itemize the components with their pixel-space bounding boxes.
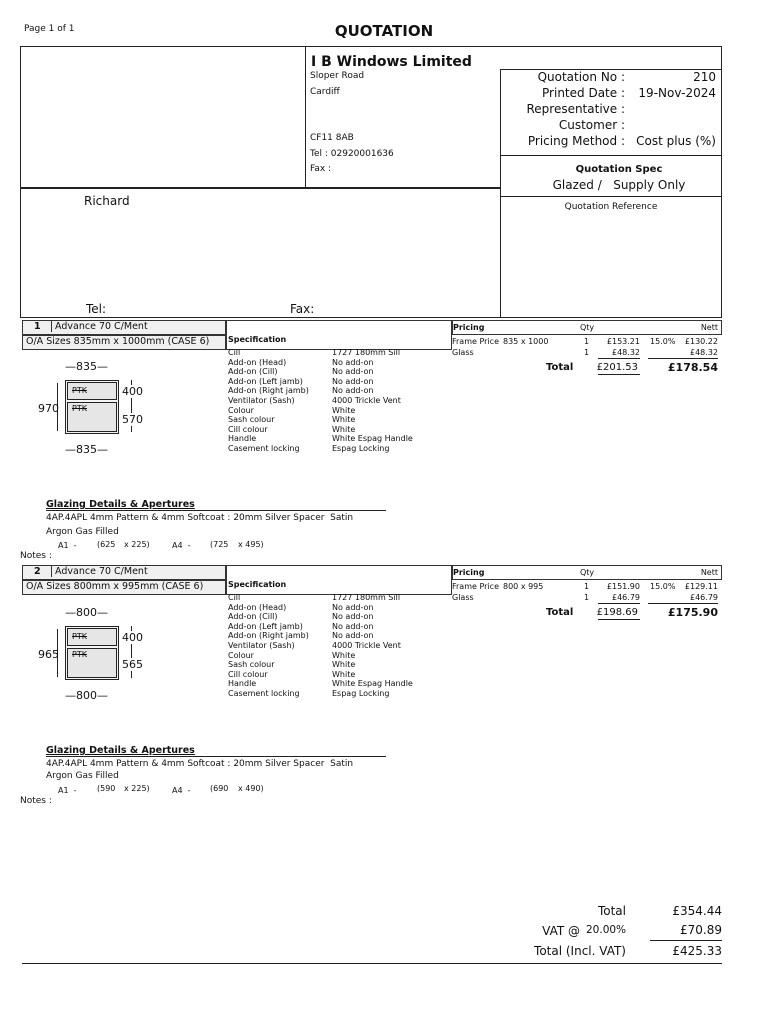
info-spec-rule [500,155,722,156]
spec-value: White Espag Handle [332,434,413,444]
spec-label: Add-on (Left jamb) [228,621,303,631]
nett-subtotal-rule [648,603,718,604]
price-subtotal-rule [598,603,640,604]
item-total-nett: £175.90 [667,606,718,619]
spec-label: Handle [228,679,257,689]
pricing-row-nett: £130.22 [684,337,718,346]
spec-header: Specification [228,335,287,344]
window-top-mark: PTK [72,632,87,641]
item-sizes: O/A Sizes 835mm x 1000mm (CASE 6) [22,335,226,350]
pricing-row-size: 800 x 995 [503,582,544,591]
qty-header: Qty [580,323,595,332]
spec-label: Add-on (Cill) [228,367,278,377]
spec-value: 1727 180mm Sill [332,593,401,602]
item-total-price: £198.69 [596,607,638,618]
item-total-price: £201.53 [596,362,638,373]
spec-value: 4000 Trickle Vent [332,640,401,650]
spec-value: White Espag Handle [332,679,413,689]
quote-info-labels [505,69,625,149]
nett-subtotal-rule [648,358,718,359]
spec-label: Sash colour [228,415,275,425]
spec-value: 1727 180mm Sill [332,348,401,357]
quotation-reference-label: Quotation Reference [564,202,658,212]
pricing-header: Pricing [453,323,485,332]
spec-value: No add-on [332,386,374,396]
price-total-rule [598,374,640,375]
page-title: QUOTATION [334,22,434,40]
pricing-row-size: 835 x 1000 [503,337,549,346]
spec-value: No add-on [332,612,374,622]
item-number: 1 [34,321,41,332]
info-divider [500,69,501,318]
drawing-lower-dimension: 570 [122,413,143,426]
spec-labels [228,593,338,699]
pricing-row-label: Frame Price [452,582,499,591]
quote-info-values [630,69,716,149]
item-product: Advance 70 C/Ment [51,566,148,577]
item-total-nett: £178.54 [667,361,718,374]
price-subtotal-rule [598,358,640,359]
total-label: Total [597,904,626,918]
pricing-row-pct: 15.0% [650,582,676,591]
spec-label: Ventilator (Sash) [228,395,295,405]
window-bottom-mark: PTK [72,650,87,659]
aperture-a1-height: x 225) [124,784,150,793]
customer-value [630,117,716,133]
window-bottom-mark: PTK [72,404,87,413]
quotation-spec-title: Quotation Spec [575,164,663,175]
spec-values [332,593,450,699]
aperture-a4: A4 - [172,541,191,550]
glazing-line-2: Argon Gas Filled [46,527,119,537]
customer-fax-label: Fax: [290,302,315,316]
pricing-row-price: £46.79 [612,593,640,602]
spec-value: White [332,405,356,415]
glazing-rule [46,756,386,757]
vat-rule [650,940,722,941]
spec-value: White [332,669,356,679]
total-value: £354.44 [672,904,722,918]
spec-label: Handle [228,434,257,444]
notes-label: Notes : [20,796,52,806]
aperture-a4-width: (725 [210,540,229,549]
info-ref-rule [500,196,722,197]
printed-date-value: 19-Nov-2024 [638,86,716,100]
spec-label: Cill [228,348,241,357]
window-top-mark: PTK [72,386,87,395]
aperture-a1-height: x 225) [124,540,150,549]
grand-total-value: £425.33 [672,944,722,958]
item-sizes: O/A Sizes 800mm x 995mm (CASE 6) [22,580,226,595]
pricing-row-price: £153.21 [606,337,640,346]
drawing-top-dimension: —835— [65,360,108,373]
spec-value: White [332,424,356,434]
pricing-row-nett: £48.32 [690,348,718,357]
spec-value: No add-on [332,631,374,641]
aperture-a4-height: x 490) [238,784,264,793]
spec-label: Casement locking [228,688,300,698]
representative-value [630,101,716,117]
aperture-a1: A1 - [58,541,77,550]
company-fax: Fax : [310,164,332,174]
page-number: Page 1 of 1 [24,24,75,34]
company-name: I B Windows Limited [311,54,472,70]
drawing-bottom-dimension: —835— [65,443,108,456]
spec-value: No add-on [332,602,374,612]
pricing-header: Pricing [453,568,485,577]
price-total-rule [598,619,640,620]
company-address-1: Sloper Road [310,71,365,81]
pricing-row-qty: 1 [584,337,590,346]
spec-value: White [332,415,356,425]
glazing-title: Glazing Details & Apertures [46,499,195,510]
pricing-row-qty: 1 [584,582,590,591]
pricing-row-nett: £46.79 [690,593,718,602]
customer-name: Richard [84,194,130,208]
pricing-method-label: Pricing Method : [527,134,625,148]
aperture-a4-width: (690 [210,784,229,793]
spec-label: Colour [228,405,254,415]
item-number: 2 [34,566,41,577]
spec-label: Cill colour [228,424,268,434]
qty-header: Qty [580,568,595,577]
glazing-line-2: Argon Gas Filled [46,771,119,781]
aperture-a4: A4 - [172,786,191,795]
spec-value: 4000 Trickle Vent [332,395,401,405]
pricing-row-qty: 1 [584,348,590,357]
spec-label: Add-on (Right jamb) [228,386,309,396]
representative-label: Representative : [526,102,625,116]
nett-header: Nett [700,323,718,332]
item-product: Advance 70 C/Ment [51,321,148,332]
quotation-spec-value: Glazed / Supply Only [552,178,686,192]
pricing-row-price: £48.32 [612,348,640,357]
spec-value: No add-on [332,376,374,386]
quotation-no-label: Quotation No : [537,70,625,84]
pricing-row-nett: £129.11 [684,582,718,591]
spec-label: Ventilator (Sash) [228,640,295,650]
spec-value: Espag Locking [332,688,390,698]
spec-label: Add-on (Cill) [228,612,278,622]
drawing-bottom-dimension: —800— [65,689,108,702]
company-tel: Tel : 02920001636 [310,149,394,159]
spec-header: Specification [228,580,287,589]
company-address-2: Cardiff [310,87,340,97]
pricing-row-label: Frame Price [452,337,499,346]
spec-value: Espag Locking [332,443,390,453]
spec-label: Add-on (Head) [228,602,287,612]
spec-value: No add-on [332,621,374,631]
item-header [22,320,226,335]
item-total-label: Total [546,362,574,373]
header-divider [305,46,306,188]
customer-tel-label: Tel: [86,302,107,316]
drawing-top-dimension: —800— [65,606,108,619]
quotation-no-value: 210 [693,70,716,84]
aperture-a4-height: x 495) [238,540,264,549]
glazing-line-1: 4AP.4APL 4mm Pattern & 4mm Softcoat : 20mm Silver Spacer Satin [46,759,354,769]
spec-label: Add-on (Head) [228,357,287,367]
aperture-a1-width: (590 [97,784,116,793]
company-postcode: CF11 8AB [310,133,354,143]
item-total-label: Total [546,607,574,618]
aperture-a1: A1 - [58,786,77,795]
vat-label: VAT @ [542,924,580,938]
spec-label: Sash colour [228,660,275,670]
spec-label: Colour [228,650,254,660]
aperture-a1-width: (625 [97,540,116,549]
item-header [22,565,226,580]
spec-label: Casement locking [228,443,300,453]
glazing-line-1: 4AP.4APL 4mm Pattern & 4mm Softcoat : 20mm Silver Spacer Satin [46,513,354,523]
pricing-method-value: Cost plus (%) [636,134,716,148]
spec-value: No add-on [332,367,374,377]
pricing-row-price: £151.90 [606,582,640,591]
spec-values [332,348,450,454]
printed-date-label: Printed Date : [542,86,625,100]
drawing-height-dimension: 965 [38,648,59,661]
spec-label: Cill colour [228,669,268,679]
drawing-upper-dimension: 400 [122,631,143,644]
drawing-upper-dimension: 400 [122,385,143,398]
glazing-rule [46,510,386,511]
vat-rate: 20.00% [586,924,627,936]
drawing-height-dimension: 970 [38,402,59,415]
spec-label: Add-on (Right jamb) [228,631,309,641]
nett-header: Nett [700,568,718,577]
customer-label: Customer : [558,118,625,132]
pricing-row-pct: 15.0% [650,337,676,346]
pricing-row-label: Glass [452,593,474,602]
spec-value: No add-on [332,357,374,367]
vat-value: £70.89 [680,923,722,937]
spec-label: Cill [228,593,241,602]
footer-rule [22,963,722,964]
pricing-row-label: Glass [452,348,474,357]
grand-total-label: Total (Incl. VAT) [534,944,626,958]
spec-label: Add-on (Left jamb) [228,376,303,386]
header-rule [20,187,500,189]
spec-labels [228,348,338,454]
spec-value: White [332,650,356,660]
glazing-title: Glazing Details & Apertures [46,745,195,756]
notes-label: Notes : [20,551,52,561]
drawing-lower-dimension: 565 [122,658,143,671]
pricing-row-qty: 1 [584,593,590,602]
spec-value: White [332,660,356,670]
